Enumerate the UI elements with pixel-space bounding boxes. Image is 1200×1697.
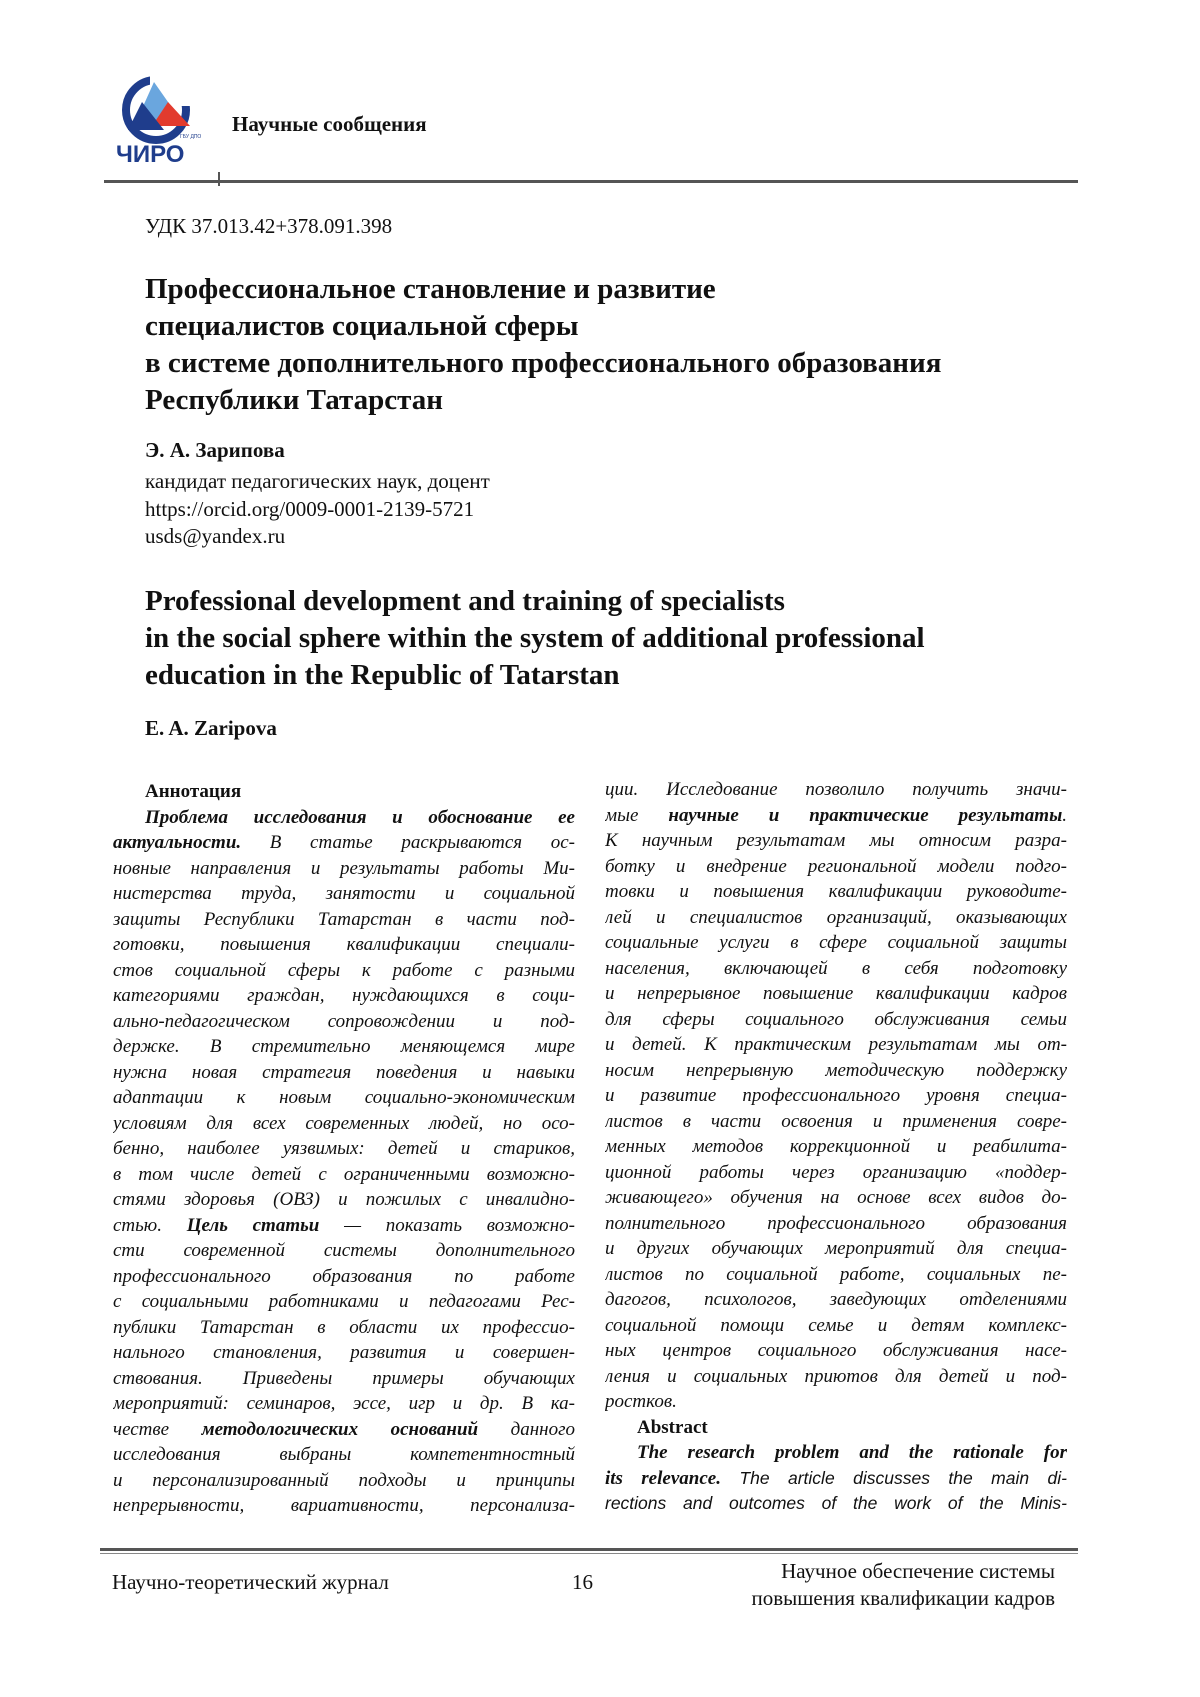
text-line: новные направления и результаты работы Ми- <box>113 856 575 882</box>
text-line: its relevance. The article discusses the main di- <box>605 1466 1067 1492</box>
text-line: защиты Республики Татарстан в части под- <box>113 907 575 933</box>
text-line: стью. Цель статьи — показать возможно- <box>113 1213 575 1239</box>
text-line: ствования. Приведены примеры обучающих <box>113 1366 575 1392</box>
text-line: мероприятий: семинаров, эссе, игр и др. В ка- <box>113 1391 575 1417</box>
section-title: Научные сообщения <box>232 112 427 137</box>
footer-journal: Научно-теоретический журнал <box>112 1570 389 1595</box>
text-line: полнительного профессионального образования <box>605 1211 1067 1237</box>
text-line: ботку и внедрение региональной модели подго- <box>605 854 1067 880</box>
svg-text:ЧИРО: ЧИРО <box>116 141 184 168</box>
text-line: живающего» обучения на основе всех видов до- <box>605 1185 1067 1211</box>
text-line: категориями граждан, нуждающихся в соци- <box>113 983 575 1009</box>
author-degree: кандидат педагогических наук, доцент <box>145 468 490 496</box>
annotation-column-right <box>605 777 1067 1517</box>
text-line: К научным результатам мы относим разра- <box>605 828 1067 854</box>
text-line: Abstract <box>605 1415 1067 1441</box>
header-divider-tick <box>218 172 220 186</box>
text-line: держке. В стремительно меняющемся мире <box>113 1034 575 1060</box>
text-line: адаптации к новым социально-экономическим <box>113 1085 575 1111</box>
text-line: лей и специалистов организаций, оказывающих <box>605 905 1067 931</box>
annotation-column-left <box>113 779 575 1519</box>
text-line: нистерства труда, занятости и социальной <box>113 881 575 907</box>
text-line: rections and outcomes of the work of the Minis- <box>605 1491 1067 1517</box>
footer-journal-title: Научное обеспечение системы повышения квалификации кадров <box>751 1558 1055 1612</box>
footer-rule <box>100 1548 1078 1551</box>
author-en: E. A. Zaripova <box>145 716 277 741</box>
text-line: и развитие профессионального уровня специа- <box>605 1083 1067 1109</box>
chiro-logo <box>112 72 212 172</box>
text-line: сти современной системы дополнительного <box>113 1238 575 1264</box>
text-line: ции. Исследование позволило получить значи- <box>605 777 1067 803</box>
text-line: листов в части освоения и применения совре- <box>605 1109 1067 1135</box>
text-line: мые научные и практические результаты. <box>605 803 1067 829</box>
svg-text:ГБУ ДПО: ГБУ ДПО <box>180 134 201 140</box>
text-line: честве методологических оснований данного <box>113 1417 575 1443</box>
text-line: The research problem and the rationale for <box>605 1440 1067 1466</box>
text-line: дагогов, психологов, заведующих отделениями <box>605 1287 1067 1313</box>
title-ru: Профессиональное становление и развитие специалистов социальной сферы в системе дополнительного профессионального образования Республики Татарстан <box>145 271 1065 419</box>
annotation-heading: Аннотация <box>113 779 575 805</box>
text-line: стями здоровья (ОВЗ) и пожилых с инвалидно- <box>113 1187 575 1213</box>
text-line: бенно, наиболее уязвимых: детей и стариков, <box>113 1136 575 1162</box>
text-line: ционной работы через организацию «поддер- <box>605 1160 1067 1186</box>
text-line: ростков. <box>605 1389 1067 1415</box>
text-line: листов по социальной работе, социальных пе- <box>605 1262 1067 1288</box>
orcid-link[interactable]: https://orcid.org/0009-0001-2139-5721 <box>145 496 490 524</box>
text-line: ления и социальных приютов для детей и под- <box>605 1364 1067 1390</box>
text-line: ально-педагогическом сопровождении и под- <box>113 1009 575 1035</box>
text-line: непрерывности, вариативности, персонализа- <box>113 1493 575 1519</box>
text-line: условиям для всех современных людей, но осо- <box>113 1111 575 1137</box>
text-line: исследования выбраны компетентностный <box>113 1442 575 1468</box>
author-meta <box>145 468 490 551</box>
text-line: актуальности. В статье раскрываются ос- <box>113 830 575 856</box>
text-line: и непрерывное повышение квалификации кадров <box>605 981 1067 1007</box>
page-number: 16 <box>572 1570 593 1595</box>
text-line: для сферы социального обслуживания семьи <box>605 1007 1067 1033</box>
text-line: Проблема исследования и обоснование ее <box>113 805 575 831</box>
text-line: публики Татарстан в области их профессио- <box>113 1315 575 1341</box>
text-line: менных методов коррекционной и реабилита- <box>605 1134 1067 1160</box>
text-line: и персонализированный подходы и принципы <box>113 1468 575 1494</box>
footer-rule-thin <box>100 1553 1078 1554</box>
text-line: и детей. К практическим результатам мы от- <box>605 1032 1067 1058</box>
text-line: социальные услуги в сфере социальной защиты <box>605 930 1067 956</box>
header-rule <box>104 180 1078 183</box>
text-line: стов социальной сферы к работе с разными <box>113 958 575 984</box>
text-line: и других обучающих мероприятий для специа- <box>605 1236 1067 1262</box>
text-line: населения, включающей в себя подготовку <box>605 956 1067 982</box>
udk-code: УДК 37.013.42+378.091.398 <box>145 214 392 239</box>
text-line: профессионального образования по работе <box>113 1264 575 1290</box>
text-line: в том числе детей с ограниченными возможно- <box>113 1162 575 1188</box>
text-line: социальной помощи семье и детям комплекс- <box>605 1313 1067 1339</box>
text-line: с социальными работниками и педагогами Рес- <box>113 1289 575 1315</box>
text-line: нужна новая стратегия поведения и навыки <box>113 1060 575 1086</box>
text-line: готовки, повышения квалификации специали- <box>113 932 575 958</box>
author-ru: Э. А. Зарипова <box>145 438 285 463</box>
title-en: Professional development and training of specialists in the social sphere within the system of additional professional education in the Republic of Tatarstan <box>145 583 1075 694</box>
text-line: нального становления, развития и совершен- <box>113 1340 575 1366</box>
email-link[interactable]: usds@yandex.ru <box>145 523 490 551</box>
text-line: ных центров социального обслуживания насе- <box>605 1338 1067 1364</box>
text-line: товки и повышения квалификации руководите- <box>605 879 1067 905</box>
text-line: носим непрерывную методическую поддержку <box>605 1058 1067 1084</box>
